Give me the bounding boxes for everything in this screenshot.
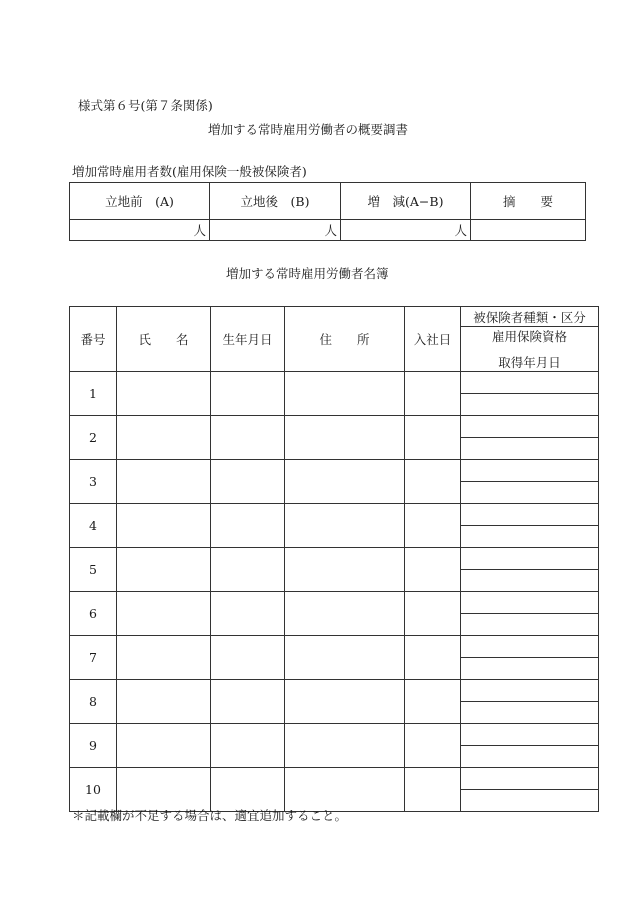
address-cell[interactable]: [285, 548, 405, 592]
birthdate-cell[interactable]: [211, 768, 285, 812]
insured-type-cell[interactable]: [461, 680, 599, 702]
insured-type-cell[interactable]: [461, 724, 599, 746]
before-value-cell[interactable]: 人: [70, 220, 210, 241]
birthdate-cell[interactable]: [211, 592, 285, 636]
insurance-date-cell[interactable]: [461, 438, 599, 460]
birthdate-cell[interactable]: [211, 636, 285, 680]
insurance-date-cell[interactable]: [461, 790, 599, 812]
hire-date-cell[interactable]: [405, 592, 461, 636]
address-cell[interactable]: [285, 372, 405, 416]
address-cell[interactable]: [285, 768, 405, 812]
name-cell[interactable]: [117, 724, 211, 768]
row-number: 7: [70, 636, 117, 680]
roster-row: [70, 416, 599, 438]
header-birthdate: 生年月日: [211, 307, 285, 372]
hire-date-cell[interactable]: [405, 636, 461, 680]
insurance-date-cell[interactable]: [461, 614, 599, 636]
roster-row: [70, 460, 599, 482]
name-cell[interactable]: [117, 504, 211, 548]
hire-date-cell[interactable]: [405, 724, 461, 768]
insurance-date-cell[interactable]: [461, 570, 599, 592]
address-cell[interactable]: [285, 592, 405, 636]
address-cell[interactable]: [285, 460, 405, 504]
birthdate-cell[interactable]: [211, 548, 285, 592]
birthdate-cell[interactable]: [211, 724, 285, 768]
header-hire-date: 入社日: [405, 307, 461, 372]
summary-table: [69, 182, 586, 241]
address-cell[interactable]: [285, 636, 405, 680]
change-value-cell[interactable]: 人: [341, 220, 471, 241]
after-value-cell[interactable]: 人: [210, 220, 341, 241]
form-number: 様式第６号(第７条関係): [78, 98, 213, 113]
roster-row: [70, 504, 599, 526]
roster-row: [70, 372, 599, 394]
name-cell[interactable]: [117, 372, 211, 416]
insured-type-cell[interactable]: [461, 416, 599, 438]
insured-type-cell[interactable]: [461, 372, 599, 394]
roster-title: 増加する常時雇用労働者名簿: [226, 266, 389, 281]
address-cell[interactable]: [285, 504, 405, 548]
roster-row: [70, 680, 599, 702]
remarks-value-cell[interactable]: [471, 220, 586, 241]
row-number: 8: [70, 680, 117, 724]
insured-type-cell[interactable]: [461, 548, 599, 570]
insured-type-cell[interactable]: [461, 460, 599, 482]
insured-type-cell[interactable]: [461, 636, 599, 658]
insurance-date-cell[interactable]: [461, 482, 599, 504]
header-address: 住 所: [285, 307, 405, 372]
hire-date-cell[interactable]: [405, 416, 461, 460]
hire-date-cell[interactable]: [405, 768, 461, 812]
header-change: 増 減(A−B): [341, 183, 471, 220]
row-number: 9: [70, 724, 117, 768]
name-cell[interactable]: [117, 548, 211, 592]
roster-row: [70, 592, 599, 614]
name-cell[interactable]: [117, 768, 211, 812]
row-number: 4: [70, 504, 117, 548]
hire-date-cell[interactable]: [405, 372, 461, 416]
insurance-date-cell[interactable]: [461, 394, 599, 416]
insured-type-cell[interactable]: [461, 504, 599, 526]
footnote: ＊記載欄が不足する場合は、適宜追加すること。: [72, 808, 348, 823]
insurance-date-cell[interactable]: [461, 526, 599, 548]
birthdate-cell[interactable]: [211, 460, 285, 504]
header-number: 番号: [70, 307, 117, 372]
roster-row: [70, 636, 599, 658]
header-name: 氏 名: [117, 307, 211, 372]
row-number: 2: [70, 416, 117, 460]
name-cell[interactable]: [117, 680, 211, 724]
hire-date-cell[interactable]: [405, 504, 461, 548]
row-number: 5: [70, 548, 117, 592]
name-cell[interactable]: [117, 416, 211, 460]
insurance-date-cell[interactable]: [461, 658, 599, 680]
name-cell[interactable]: [117, 460, 211, 504]
summary-label: 増加常時雇用者数(雇用保険一般被保険者): [72, 164, 307, 179]
name-cell[interactable]: [117, 636, 211, 680]
header-remarks: 摘 要: [471, 183, 586, 220]
header-insured-type: 被保険者種類・区分: [461, 307, 599, 327]
header-insurance-date: [461, 327, 599, 372]
insurance-date-cell[interactable]: [461, 702, 599, 724]
hire-date-cell[interactable]: [405, 680, 461, 724]
address-cell[interactable]: [285, 680, 405, 724]
birthdate-cell[interactable]: [211, 504, 285, 548]
insured-type-cell[interactable]: [461, 768, 599, 790]
header-insurance-line1: 雇用保険資格: [491, 329, 567, 344]
row-number: 6: [70, 592, 117, 636]
hire-date-cell[interactable]: [405, 548, 461, 592]
hire-date-cell[interactable]: [405, 460, 461, 504]
header-after: 立地後 (B): [210, 183, 341, 220]
row-number: 1: [70, 372, 117, 416]
insured-type-cell[interactable]: [461, 592, 599, 614]
roster-table: [69, 306, 599, 812]
birthdate-cell[interactable]: [211, 416, 285, 460]
insurance-date-cell[interactable]: [461, 746, 599, 768]
address-cell[interactable]: [285, 416, 405, 460]
page-title: 増加する常時雇用労働者の概要調書: [208, 122, 409, 137]
header-before: 立地前 (A): [70, 183, 210, 220]
row-number: 3: [70, 460, 117, 504]
birthdate-cell[interactable]: [211, 680, 285, 724]
roster-row: [70, 768, 599, 790]
header-insurance-line2: 取得年月日: [498, 355, 561, 370]
roster-row: [70, 724, 599, 746]
birthdate-cell[interactable]: [211, 372, 285, 416]
roster-row: [70, 548, 599, 570]
row-number: 10: [70, 768, 117, 812]
name-cell[interactable]: [117, 592, 211, 636]
address-cell[interactable]: [285, 724, 405, 768]
